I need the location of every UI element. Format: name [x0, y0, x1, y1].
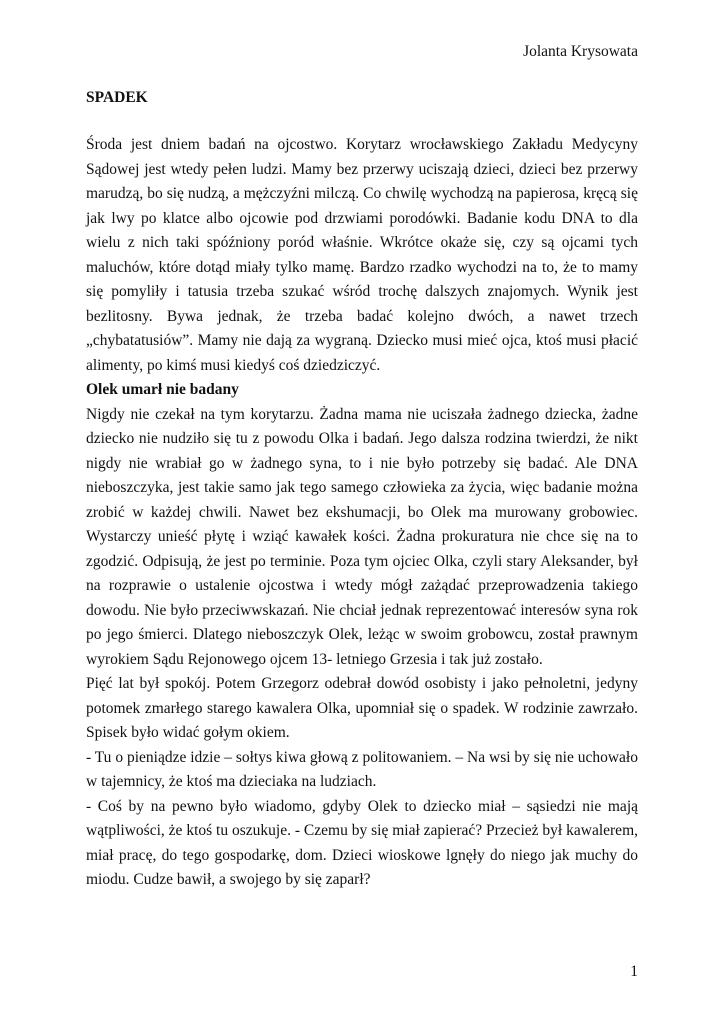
- paragraph-intro: Środa jest dniem badań na ojcostwo. Korytarz wrocławskiego Zakładu Medycyny Sądowej jest wtedy pełen ludzi. Mamy bez przerwy uciszają dzieci, dzieci bez przerwy marudzą, bo się nudzą, a mężczyźni milczą. Co chwilę wychodzą na papierosa, kręcą się jak lwy po klatce albo ojcowie pod drzwiami porodówki. Badanie kodu DNA to dla wielu z nich taki spóźniony poród właśnie. Wkrótce okaże się, czy są ojcami tych maluchów, które dotąd miały tylko mamę. Bardzo rzadko wychodzi na to, że to mamy się pomyliły i tatusia trzeba szukać wśród trochę dalszych znajomych. Wynik jest bezlitosny. Bywa jednak, że trzeba badać kolejno dwóch, a nawet trzech „chybatatusiów”. Mamy nie dają za wygraną. Dziecko musi mieć ojca, ktoś musi płacić alimenty, po kimś musi kiedyś coś dziedziczyć.: [86, 136, 638, 374]
- paragraph-soltys-quote: - Tu o pieniądze idzie – sołtys kiwa głową z politowaniem. – Na wsi by się nie uchowało w tajemnicy, że ktoś ma dzieciaka na ludziach.: [86, 748, 638, 790]
- article-title: SPADEK: [86, 89, 148, 106]
- paragraph-inheritance: Pięć lat był spokój. Potem Grzegorz odebrał dowód osobisty i jako pełnoletni, jedyny potomek zmarłego starego kawalera Olka, upomniał się o spadek. W rodzinie zawrzało. Spisek było widać gołym okiem.: [86, 675, 638, 741]
- author-name: Jolanta Krysowata: [523, 43, 638, 60]
- paragraph-olek: Nigdy nie czekał na tym korytarzu. Żadna mama nie uciszała żadnego dziecka, żadne dziecko nie nudziło się tu z powodu Olka i badań. Jego dalsza rodzina twierdzi, że nikt nigdy nie wrabiał go w żadnego syna, to i nie było potrzeby się badać. Ale DNA nieboszczyka, jest takie samo jak tego samego człowieka za życia, więc badanie można zrobić w każdej chwili. Nawet bez ekshumacji, bo Olek ma murowany grobowiec. Wystarczy unieść płytę i wziąć kawałek kości. Żadna prokuratura nie chce się na to zgodzić. Odpisują, że jest po terminie. Poza tym ojciec Olka, czyli stary Aleksander, był na rozprawie o ustalenie ojcostwa i wtedy mógł zażądać przeprowadzenia takiego dowodu. Nie było przeciwwskazań. Nie chciał jednak reprezentować interesów syna rok po jego śmierci. Dlatego nieboszczyk Olek, leżąc w swoim grobowcu, został prawnym wyrokiem Sądu Rejonowego ojcem 13- letniego Grzesia i tak już zostało.: [86, 405, 638, 668]
- section-heading: Olek umarł nie badany: [86, 381, 239, 398]
- article-body: [86, 133, 638, 893]
- paragraph-neighbors-quote: - Coś by na pewno było wiadomo, gdyby Olek to dziecko miał – sąsiedzi nie mają wątpliwości, że ktoś tu oszukuje. - Czemu by się miał zapierać? Przecież był kawalerem, miał pracę, do tego gospodarkę, dom. Dzieci wioskowe lgnęły do niego jak muchy do miodu. Cudze bawił, a swojego by się zaparł?: [86, 797, 638, 888]
- page-number: 1: [630, 963, 638, 980]
